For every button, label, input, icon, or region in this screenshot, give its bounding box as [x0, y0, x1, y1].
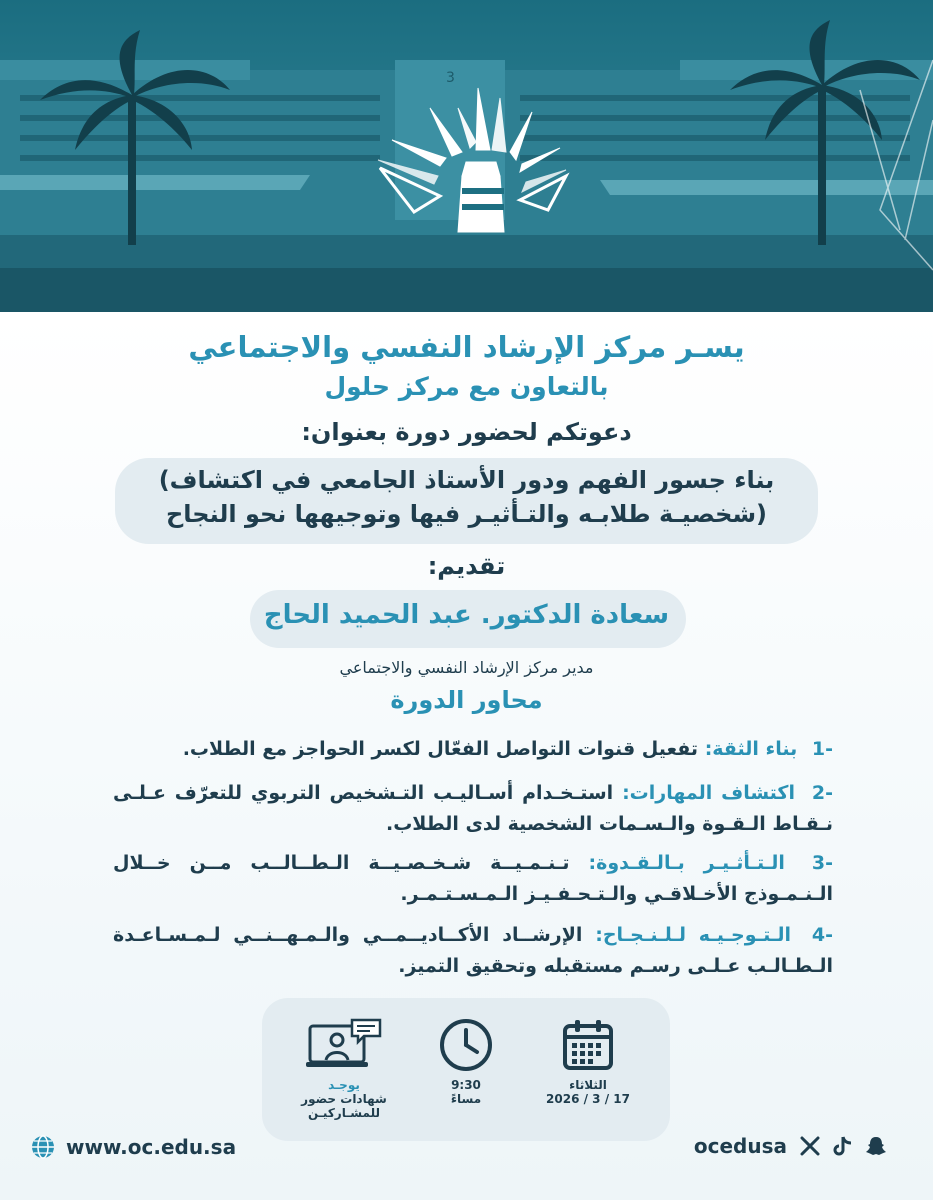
axis-text: تـنـمـيــة شـخـصـيــة الـطــالــب مــن خــلال الـنـمـوذج الأخـلاقـي والـتـحـفـيـز الـمـسـتـمـر.: [113, 852, 833, 905]
certificates-line-1: يوجـد: [328, 1078, 360, 1092]
footer: [0, 1100, 933, 1200]
social-links: [694, 1134, 887, 1158]
event-time: 9:30: [451, 1078, 481, 1092]
certificates-line-3: للمشـاركيـن: [308, 1106, 380, 1120]
website-link[interactable]: [30, 1134, 236, 1160]
axis-item: [113, 778, 833, 840]
website-url: www.oc.edu.sa: [66, 1135, 237, 1159]
axis-label: اكتشاف المهارات:: [622, 782, 795, 804]
axis-text: تفعيل قنوات التواصل الفعّال لكسر الحواجز مع الطلاب.: [182, 738, 699, 760]
event-date: 17 / 3 / 2026: [546, 1092, 630, 1106]
axis-text: الإرشــاد الأكــاديــمــي والـمـهــنــي لـمـسـاعـدة الـطـالـب عـلـى رسـم مستقبله وتحقيق التميز.: [113, 924, 833, 977]
date-info: [528, 1018, 648, 1106]
presenter-label: تقديم:: [427, 552, 506, 580]
online-meeting-icon: [306, 1018, 382, 1072]
axis-number: -3: [811, 852, 834, 874]
axes-heading: محاور الدورة: [390, 686, 543, 714]
axis-label: الـتـأثـيـر بـالـقـدوة:: [588, 852, 785, 874]
intro-line-1: يسـر مركز الإرشاد النفسي والاجتماعي: [188, 330, 745, 364]
axis-item: [113, 734, 833, 765]
certificates-line-2: شهادات حضور: [301, 1092, 387, 1106]
course-title-line-2: (شخصيـة طلابـه والتـأثيـر فيها وتوجيهها نحو النجاح: [165, 500, 768, 528]
snapchat-icon[interactable]: [865, 1135, 887, 1157]
intro-line-3: دعوتكم لحضور دورة بعنوان:: [301, 418, 632, 446]
calendar-icon: [561, 1018, 615, 1072]
axis-item: [113, 848, 833, 910]
event-day: الثلاثاء: [569, 1078, 607, 1092]
axis-number: -2: [811, 782, 833, 804]
social-handle[interactable]: ocedusa: [693, 1134, 787, 1158]
header-photo: [0, 0, 933, 312]
x-icon[interactable]: [799, 1135, 821, 1157]
axis-label: الـتـوجـيـه لـلـنـجـاح:: [595, 924, 792, 946]
course-title-line-1: بناء جسور الفهم ودور الأستاذ الجامعي في اكتشاف): [158, 466, 775, 494]
axis-text: استـخـدام أسـاليـب التـشخيص التربوي للتعرّف عـلـى نـقـاط الـقـوة والـسـمات الشخصية لدى الطلاب.: [113, 782, 833, 835]
globe-icon: [30, 1134, 56, 1160]
event-time-period: مساءً: [450, 1092, 482, 1106]
presenter-name: سعادة الدكتور. عبد الحميد الحاج: [263, 600, 670, 630]
axis-number: -1: [811, 738, 833, 760]
time-info: [406, 1018, 526, 1106]
building-number: 3: [446, 70, 455, 86]
axis-number: -4: [811, 924, 833, 946]
clock-icon: [439, 1018, 493, 1072]
intro-line-2: بالتعاون مع مركز حلول: [324, 372, 609, 401]
axis-label: بناء الثقة:: [704, 738, 798, 760]
tiktok-icon[interactable]: [833, 1135, 853, 1157]
axis-item: [113, 920, 833, 982]
presenter-role: مدير مركز الإرشاد النفسي والاجتماعي: [339, 658, 594, 677]
